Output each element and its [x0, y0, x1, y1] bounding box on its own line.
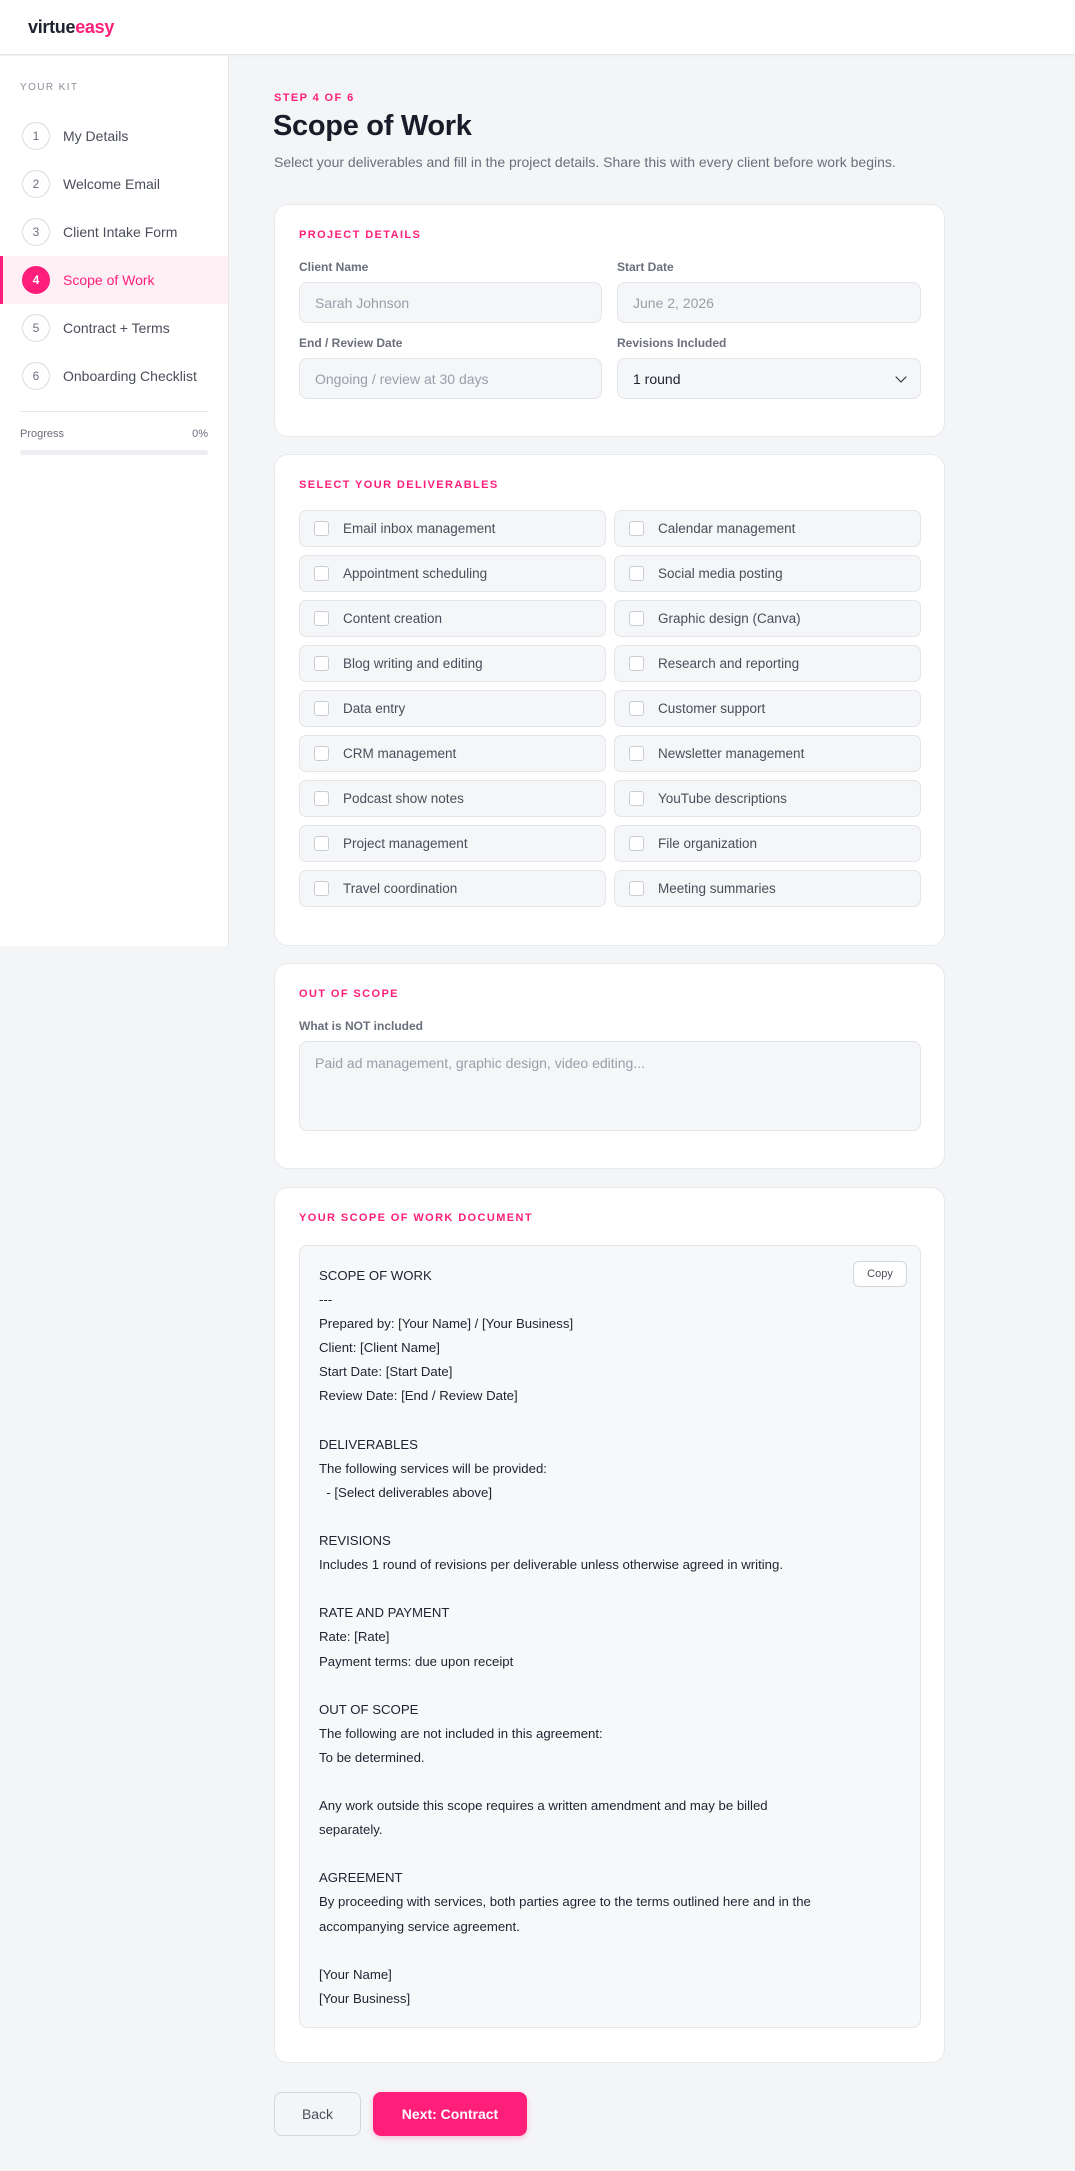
- deliverable-label: Podcast show notes: [343, 791, 464, 806]
- end-date-input[interactable]: [299, 358, 602, 399]
- deliverable-option[interactable]: [614, 600, 921, 637]
- project-details-card: [274, 204, 945, 437]
- document-line: [319, 1939, 811, 1963]
- sidebar-divider: [20, 411, 208, 412]
- sidebar-section-label: YOUR KIT: [20, 82, 79, 93]
- deliverable-label: YouTube descriptions: [658, 791, 787, 806]
- document-line: SCOPE OF WORK: [319, 1268, 432, 1283]
- progress-row: [20, 428, 208, 440]
- checkbox[interactable]: [629, 746, 644, 761]
- section-heading: YOUR SCOPE OF WORK DOCUMENT: [299, 1212, 533, 1224]
- document-line: - [Select deliverables above]: [319, 1484, 492, 1500]
- checkbox[interactable]: [629, 791, 644, 806]
- step-number-badge: 2: [22, 170, 50, 198]
- back-button[interactable]: Back: [274, 2092, 361, 2136]
- step-indicator: STEP 4 OF 6: [274, 92, 355, 104]
- sidebar-item-label: Welcome Email: [63, 176, 160, 192]
- deliverable-label: Research and reporting: [658, 656, 800, 671]
- checkbox[interactable]: [629, 521, 644, 536]
- section-heading: OUT OF SCOPE: [299, 988, 399, 1000]
- deliverable-option[interactable]: [614, 690, 921, 727]
- deliverable-option[interactable]: [614, 555, 921, 592]
- deliverable-label: CRM management: [343, 746, 457, 761]
- client-name-label: Client Name: [299, 260, 369, 274]
- checkbox[interactable]: [629, 836, 644, 851]
- deliverables-card: [274, 454, 945, 946]
- sidebar-item-label: Contract + Terms: [63, 320, 170, 336]
- checkbox[interactable]: [314, 701, 329, 716]
- sidebar-item-contract-terms[interactable]: [0, 304, 228, 352]
- document-line: Review Date: [End / Review Date]: [319, 1388, 518, 1404]
- document-line: DELIVERABLES: [319, 1436, 418, 1452]
- document-line: [Your Name]: [319, 1966, 392, 1982]
- document-line: REVISIONS: [319, 1533, 391, 1549]
- checkbox[interactable]: [314, 836, 329, 851]
- logo-text-primary: virtue: [28, 17, 76, 37]
- document-line: [319, 1842, 811, 1866]
- scope-document-preview[interactable]: [299, 1245, 921, 2028]
- deliverable-label: Data entry: [343, 701, 406, 716]
- document-line: Any work outside this scope requires a written amendment and may be billed: [319, 1798, 768, 1814]
- deliverable-label: File organization: [658, 836, 758, 851]
- deliverable-option[interactable]: [614, 735, 921, 772]
- deliverable-label: Email inbox management: [343, 521, 496, 536]
- document-line: accompanying service agreement.: [319, 1918, 520, 1934]
- copy-button[interactable]: Copy: [853, 1261, 907, 1287]
- document-line: [319, 1505, 811, 1529]
- step-number-badge: 5: [22, 314, 50, 342]
- document-line: [319, 1770, 811, 1794]
- document-line: Prepared by: [Your Name] / [Your Business]: [319, 1316, 574, 1332]
- deliverable-option[interactable]: [299, 645, 606, 682]
- revisions-label: Revisions Included: [617, 336, 727, 350]
- out-of-scope-placeholder: Paid ad management, graphic design, video editing...: [315, 1055, 645, 1071]
- document-line: [319, 1674, 811, 1698]
- sidebar-item-onboarding-checklist[interactable]: [0, 352, 228, 400]
- document-line: The following services will be provided:: [319, 1460, 547, 1476]
- next-contract-button[interactable]: Next: Contract: [373, 2092, 527, 2136]
- document-line: RATE AND PAYMENT: [319, 1605, 450, 1621]
- out-of-scope-textarea[interactable]: [299, 1041, 921, 1131]
- start-date-placeholder: June 2, 2026: [633, 294, 714, 311]
- checkbox[interactable]: [314, 521, 329, 536]
- client-name-input[interactable]: [299, 282, 602, 323]
- deliverable-option[interactable]: [614, 780, 921, 817]
- sidebar-item-scope-of-work[interactable]: [0, 256, 228, 304]
- document-line: By proceeding with services, both parties agree to the terms outlined here and in the: [319, 1894, 811, 1910]
- start-date-label: Start Date: [617, 260, 674, 274]
- step-number-badge: 3: [22, 218, 50, 246]
- deliverable-label: Appointment scheduling: [343, 566, 488, 581]
- document-line: Includes 1 round of revisions per deliverable unless otherwise agreed in writing.: [319, 1557, 784, 1573]
- sidebar-item-welcome-email[interactable]: [0, 160, 228, 208]
- deliverable-option[interactable]: [614, 870, 921, 907]
- sidebar-item-client-intake-form[interactable]: [0, 208, 228, 256]
- deliverable-label: Customer support: [658, 701, 766, 716]
- end-date-label: End / Review Date: [299, 336, 403, 350]
- end-date-placeholder: Ongoing / review at 30 days: [315, 370, 489, 387]
- progress-bar: [20, 450, 208, 455]
- deliverable-label: Travel coordination: [343, 881, 458, 896]
- deliverable-option[interactable]: [299, 735, 606, 772]
- sidebar-item-label: Scope of Work: [63, 272, 155, 288]
- deliverable-option[interactable]: [614, 645, 921, 682]
- out-of-scope-card: [274, 963, 945, 1169]
- document-line: [319, 1409, 811, 1433]
- document-line: [Your Business]: [319, 1990, 411, 2006]
- progress-label: Progress: [20, 428, 65, 440]
- checkbox[interactable]: [629, 881, 644, 896]
- deliverable-label: Meeting summaries: [658, 881, 776, 896]
- checkbox[interactable]: [314, 746, 329, 761]
- deliverable-label: Social media posting: [658, 566, 783, 581]
- checkbox[interactable]: [629, 701, 644, 716]
- checkbox[interactable]: [629, 656, 644, 671]
- start-date-input[interactable]: [617, 282, 921, 323]
- document-line: Payment terms: due upon receipt: [319, 1653, 514, 1669]
- top-bar: [0, 0, 1075, 55]
- checkbox[interactable]: [314, 656, 329, 671]
- checkbox[interactable]: [629, 611, 644, 626]
- document-line: To be determined.: [319, 1749, 425, 1765]
- deliverable-label: Project management: [343, 836, 468, 851]
- deliverable-option[interactable]: [299, 690, 606, 727]
- document-text: [319, 1264, 811, 2011]
- revisions-select[interactable]: [617, 358, 921, 399]
- deliverable-label: Content creation: [343, 611, 443, 626]
- logo-text-accent: easy: [75, 17, 115, 37]
- document-line: The following are not included in this agreement:: [319, 1725, 603, 1741]
- checkbox[interactable]: [314, 791, 329, 806]
- deliverable-option[interactable]: [299, 870, 606, 907]
- document-line: AGREEMENT: [319, 1870, 403, 1886]
- progress-value: 0%: [192, 428, 208, 440]
- section-heading: PROJECT DETAILS: [299, 229, 422, 241]
- sidebar-item-label: Client Intake Form: [63, 224, 178, 240]
- sidebar-item-label: Onboarding Checklist: [63, 368, 197, 384]
- checkbox[interactable]: [314, 611, 329, 626]
- deliverable-option[interactable]: [299, 780, 606, 817]
- checkbox[interactable]: [314, 566, 329, 581]
- chevron-down-icon: [895, 371, 906, 382]
- checkbox[interactable]: [629, 566, 644, 581]
- document-line: separately.: [319, 1822, 383, 1838]
- logo[interactable]: [28, 17, 114, 38]
- client-name-placeholder: Sarah Johnson: [315, 294, 410, 311]
- revisions-selected-value: 1 round: [633, 370, 681, 387]
- step-number-badge: 4: [22, 266, 50, 294]
- document-line: ---: [319, 1292, 333, 1308]
- document-line: [319, 1577, 811, 1601]
- step-number-badge: 1: [22, 122, 50, 150]
- deliverable-label: Newsletter management: [658, 746, 805, 761]
- deliverable-option[interactable]: [299, 825, 606, 862]
- deliverable-option[interactable]: [299, 600, 606, 637]
- document-line: Start Date: [Start Date]: [319, 1364, 453, 1380]
- checkbox[interactable]: [314, 881, 329, 896]
- deliverable-label: Graphic design (Canva): [658, 611, 801, 626]
- deliverable-label: Blog writing and editing: [343, 656, 483, 671]
- deliverable-option[interactable]: [299, 510, 606, 547]
- deliverable-label: Calendar management: [658, 521, 796, 536]
- out-of-scope-label: What is NOT included: [299, 1019, 424, 1033]
- deliverable-option[interactable]: [614, 825, 921, 862]
- document-line: Rate: [Rate]: [319, 1629, 390, 1645]
- sidebar: [0, 56, 229, 946]
- document-line: OUT OF SCOPE: [319, 1701, 419, 1717]
- section-heading: SELECT YOUR DELIVERABLES: [299, 479, 499, 491]
- sidebar-item-label: My Details: [63, 128, 129, 144]
- scope-document-card: [274, 1187, 945, 2063]
- page-subtitle: Select your deliverables and fill in the project details. Share this with every client before work begins.: [274, 154, 896, 170]
- deliverable-option[interactable]: [299, 555, 606, 592]
- sidebar-item-my-details[interactable]: [0, 112, 228, 160]
- step-number-badge: 6: [22, 362, 50, 390]
- page-title: Scope of Work: [273, 110, 472, 142]
- deliverable-option[interactable]: [614, 510, 921, 547]
- sidebar-nav: [0, 112, 228, 400]
- document-line: Client: [Client Name]: [319, 1340, 440, 1356]
